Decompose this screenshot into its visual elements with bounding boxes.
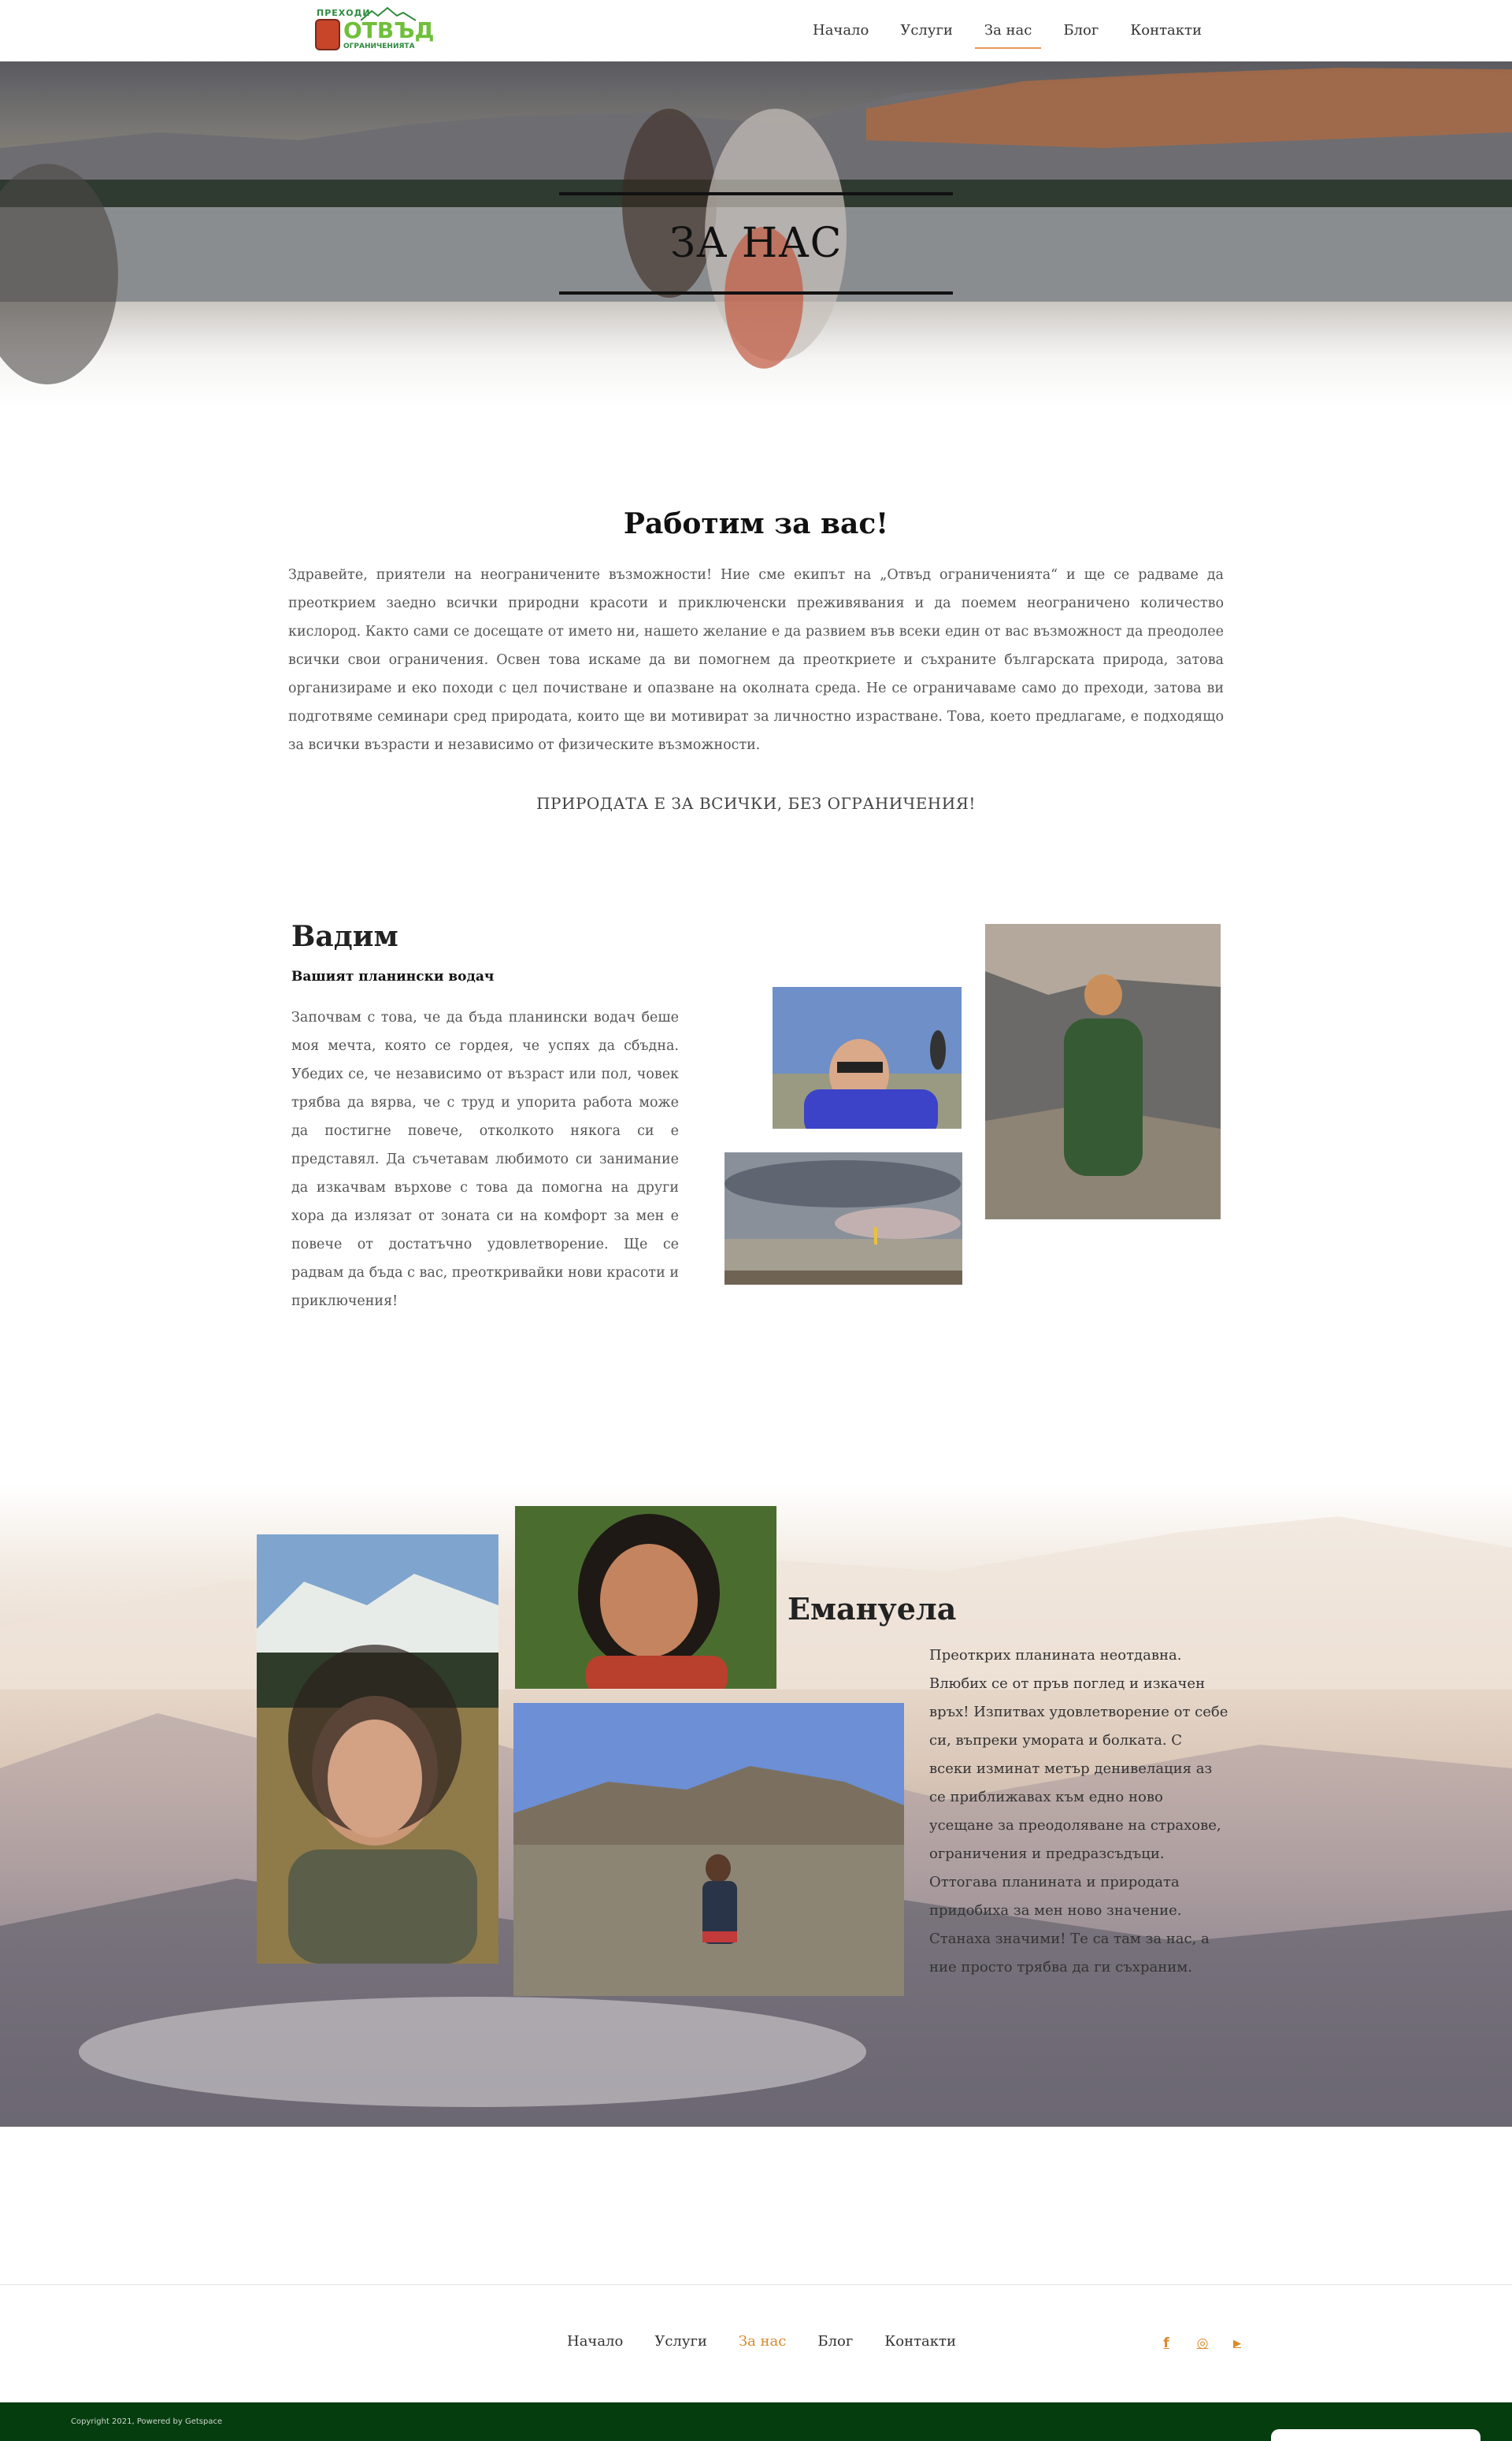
intro-slogan: ПРИРОДАТА Е ЗА ВСИЧКИ, БЕЗ ОГРАНИЧЕНИЯ!	[536, 794, 976, 813]
footer-divider	[0, 2284, 1512, 2285]
vadim-photo-beach	[724, 1152, 962, 1285]
footer-nav-contacts[interactable]: Контакти	[884, 2333, 956, 2350]
cookie-notice-tab[interactable]	[1271, 2429, 1480, 2441]
vadim-photo-selfie	[773, 987, 962, 1129]
youtube-icon[interactable]	[1227, 2333, 1247, 2354]
footer-nav-blog[interactable]: Блог	[817, 2333, 854, 2350]
footer-nav-about[interactable]: За нас	[738, 2333, 787, 2350]
page-title: ЗА НАС	[669, 220, 843, 267]
footer-nav	[551, 2330, 972, 2361]
facebook-glyph: f	[1163, 2335, 1169, 2351]
logo-text-top: ПРЕХОДИ	[317, 8, 371, 18]
emanuela-photo-smile	[515, 1506, 776, 1689]
backpack-icon	[315, 19, 340, 50]
hero-title-frame	[559, 192, 953, 295]
nav-blog[interactable]: Блог	[1063, 22, 1099, 39]
vadim-name: Вадим	[291, 920, 398, 953]
instagram-icon[interactable]	[1192, 2333, 1213, 2354]
intro-heading: Работим за вас!	[623, 507, 889, 540]
logo-text-sub: ОГРАНИЧЕНИЯТА	[343, 43, 415, 50]
hero-banner	[0, 61, 1512, 412]
facebook-icon[interactable]	[1156, 2333, 1177, 2354]
emanuela-photo-hiking	[513, 1703, 904, 1996]
site-header	[0, 0, 1512, 61]
footer-nav-home[interactable]: Начало	[567, 2333, 624, 2350]
footer-nav-services[interactable]: Услуги	[654, 2333, 707, 2350]
emanuela-name: Емануела	[788, 1591, 957, 1627]
logo-text-main: ОТВЪД	[343, 17, 435, 43]
vadim-role: Вашият планински водач	[291, 969, 495, 985]
instagram-glyph: ◎	[1196, 2335, 1209, 2351]
site-logo[interactable]	[313, 6, 435, 55]
vadim-bio: Започвам с това, че да бъда планински водач беше моя мечта, която се гордея, че успях да сбъдна. Убедих се, че независимо от възраст или пол, човек трябва да вярва, че с труд и упорита работа може да постигне повече, отколкото някога си е представял. Да съчетавам любимото си занимание да изкачвам върхове с това да помогна на други хора да излязат от зоната си на комфорт за мен е повече от достатъчно удовлетворение. Ще се радвам да бъда с вас, преоткривайки нови красоти и приключения!	[291, 1010, 679, 1309]
nav-services[interactable]: Услуги	[900, 22, 953, 39]
copyright-text: Copyright 2021, Powered by Getspace	[71, 2417, 223, 2426]
youtube-glyph: ▶	[1233, 2337, 1241, 2350]
main-nav	[797, 19, 1217, 50]
nav-home[interactable]: Начало	[813, 22, 869, 39]
nav-about[interactable]: За нас	[969, 19, 1047, 49]
vadim-photo-mountain	[985, 924, 1221, 1219]
emanuela-photo-portrait	[257, 1534, 498, 1964]
intro-paragraph: Здравейте, приятели на неограничените възможности! Ние сме екипът на „Отвъд ограниченията“ и ще се радваме да преоткрием заедно всички природни красоти и приключенски преживявания и да поемем неограничено количество кислород. Както сами се досещате от името ни, нашето желание е да развием във всеки един от вас възможност да преодолее всички свои ограничения. Освен това искаме да ви помогнем да преоткриете и съхраните българската природа, затова организираме и еко походи с цел почистване и опазване на околната среда. Не се ограничаваме само до преходи, затова ви подготвяме семинари сред природата, които ще ви мотивират за личностно израстване. Това, което предлагаме, е подходящо за всички възрасти и независимо от физическите възможности.	[288, 567, 1224, 753]
emanuela-bio: Преоткрих планината неотдавна. Влюбих се от пръв поглед и изкачен връх! Изпитвах удовлетворение от себе си, въпреки умората и болката. С всеки изминат метър денивелация аз се приближавах към едно ново усещане за преодоляване на страхове, ограничения и предразсъдъци. Оттогава планината и природата придобиха за мен ново значение. Станаха значими! Те са там за нас, а ние просто трябва да ги съхраним.	[929, 1647, 1228, 1975]
nav-contacts[interactable]: Контакти	[1130, 22, 1202, 39]
